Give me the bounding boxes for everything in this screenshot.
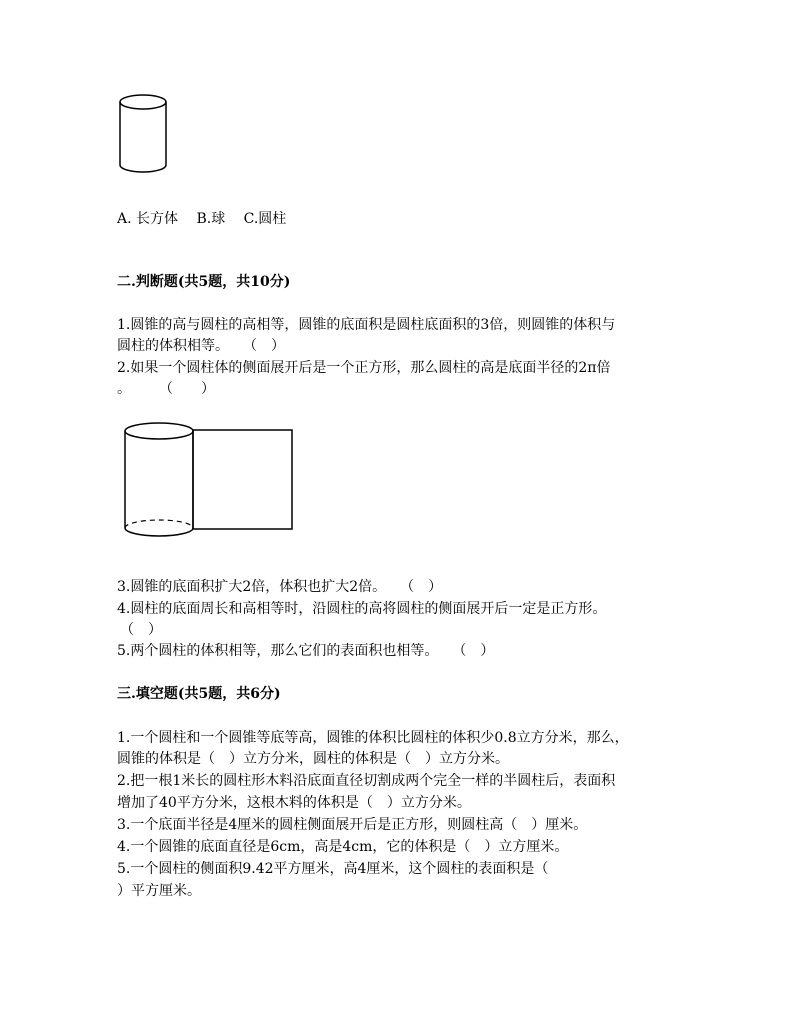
s3-q5-line1: 5.一个圆柱的侧面积9.42平方厘米，高4厘米，这个圆柱的表面积是（	[117, 861, 549, 877]
s3-q2-line1: 2.把一根1米长的圆柱形木料沿底面直径切割成两个完全一样的半圆柱后，表面积	[117, 773, 616, 789]
s2-q5: 5.两个圆柱的体积相等，那么它们的表面积也相等。 （ ）	[117, 643, 495, 659]
s2-q2-line1: 2.如果一个圆柱体的侧面展开后是一个正方形，那么圆柱的高是底面半径的2π倍	[117, 360, 611, 376]
section2-heading: 二.判断题(共5题，共10分)	[117, 274, 291, 290]
s3-q4: 4.一个圆锥的底面直径是6cm，高是4cm，它的体积是（ ）立方厘米。	[117, 839, 569, 855]
cylinder-unrolled-figure	[125, 420, 305, 545]
section3-heading: 三.填空题(共5题，共6分)	[117, 686, 281, 702]
s2-q1-line2: 圆柱的体积相等。 （ ）	[117, 338, 285, 354]
s3-q2-line2: 增加了40平方分米，这根木料的体积是（ ）立方分米。	[117, 795, 471, 811]
s3-q1-line2: 圆锥的体积是（ ）立方分米，圆柱的体积是（ ）立方分米。	[117, 751, 509, 767]
s2-q3: 3.圆锥的底面积扩大2倍，体积也扩大2倍。 （ ）	[117, 579, 443, 595]
s3-q3: 3.一个底面半径是4厘米的圆柱侧面展开后是正方形，则圆柱高（ ）厘米。	[117, 817, 588, 833]
s3-q5-line2: ）平方厘米。	[117, 883, 201, 899]
s3-q1-line1: 1.一个圆柱和一个圆锥等底等高，圆锥的体积比圆柱的体积少0.8立方分米，那么，	[117, 730, 629, 746]
s2-q4-line2: （ ）	[120, 622, 162, 638]
options-line: A. 长方体 B.球 C.圆柱	[117, 211, 287, 227]
cylinder-figure	[118, 92, 178, 172]
s2-q2-line2: 。 （ ）	[117, 381, 215, 397]
s2-q4-line1: 4.圆柱的底面周长和高相等时，沿圆柱的高将圆柱的侧面展开后一定是正方形。	[117, 601, 607, 617]
s2-q1-line1: 1.圆锥的高与圆柱的高相等，圆锥的底面积是圆柱底面积的3倍，则圆锥的体积与	[117, 317, 616, 333]
